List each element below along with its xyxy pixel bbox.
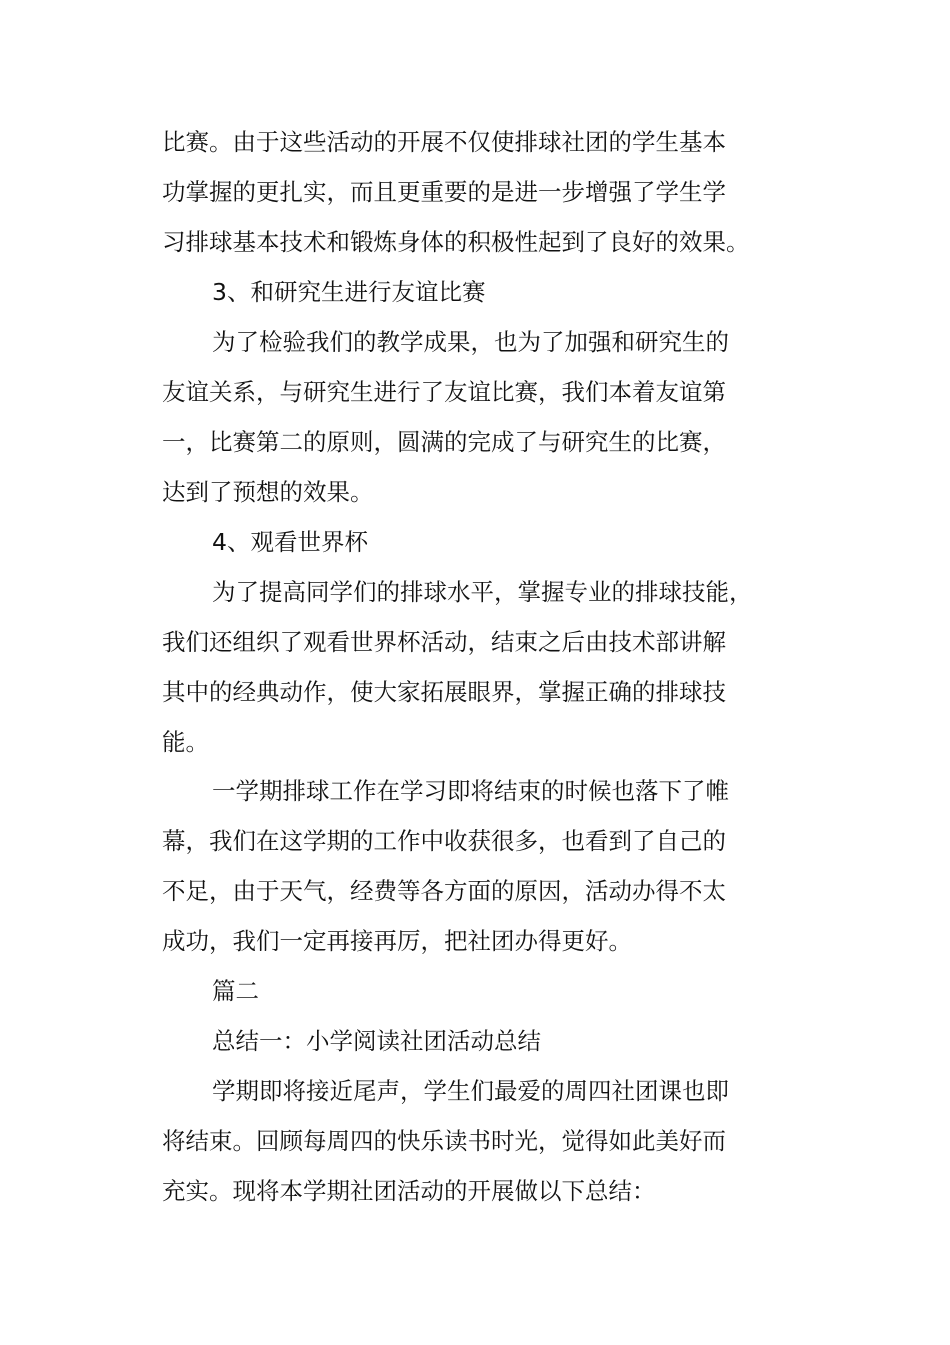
paragraph-line: 将结束。回顾每周四的快乐读书时光，觉得如此美好而 <box>162 1127 726 1155</box>
paragraph-line: 为了检验我们的教学成果，也为了加强和研究生的 <box>212 328 729 356</box>
paragraph-line: 为了提高同学们的排球水平，掌握专业的排球技能， <box>212 578 753 606</box>
paragraph-line: 友谊关系，与研究生进行了友谊比赛，我们本着友谊第 <box>162 378 726 406</box>
paragraph-line: 其中的经典动作，使大家拓展眼界，掌握正确的排球技 <box>162 678 726 706</box>
paragraph-line: 一学期排球工作在学习即将结束的时候也落下了帷 <box>212 777 729 805</box>
paragraph-line: 一，比赛第二的原则，圆满的完成了与研究生的比赛， <box>162 428 726 456</box>
paragraph-line: 比赛。由于这些活动的开展不仅使排球社团的学生基本 <box>162 128 726 156</box>
paragraph-line: 能。 <box>162 728 209 756</box>
paragraph-line: 充实。现将本学期社团活动的开展做以下总结： <box>162 1177 656 1205</box>
paragraph-line: 成功，我们一定再接再厉，把社团办得更好。 <box>162 927 632 955</box>
paragraph-line: 学期即将接近尾声，学生们最爱的周四社团课也即 <box>212 1077 729 1105</box>
paragraph-line: 幕，我们在这学期的工作中收获很多，也看到了自己的 <box>162 827 726 855</box>
section-heading: 总结一：小学阅读社团活动总结 <box>212 1027 541 1055</box>
paragraph-line: 我们还组织了观看世界杯活动，结束之后由技术部讲解 <box>162 628 726 656</box>
paragraph-line: 不足，由于天气，经费等各方面的原因，活动办得不太 <box>162 877 726 905</box>
section-heading: 篇二 <box>212 977 259 1005</box>
paragraph-line: 功掌握的更扎实，而且更重要的是进一步增强了学生学 <box>162 178 726 206</box>
paragraph-line: 习排球基本技术和锻炼身体的积极性起到了良好的效果。 <box>162 228 750 256</box>
paragraph-line: 达到了预想的效果。 <box>162 478 374 506</box>
section-heading: 4、观看世界杯 <box>212 528 368 556</box>
section-heading: 3、和研究生进行友谊比赛 <box>212 278 486 306</box>
